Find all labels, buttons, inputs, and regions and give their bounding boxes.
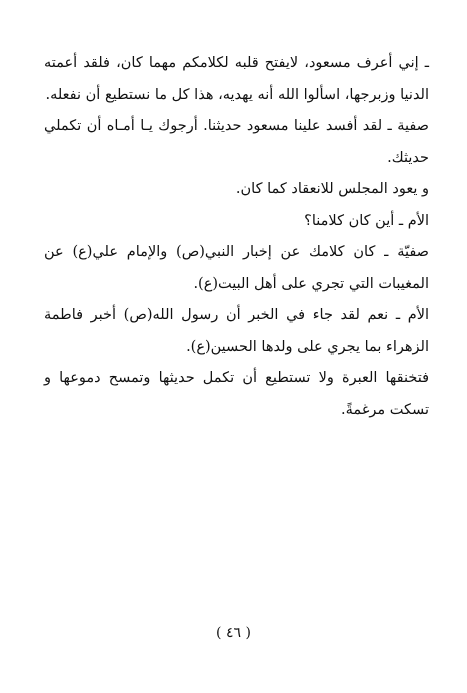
paragraph-narration-gathering: و يعود المجلس للانعقاد كما كان.	[235, 181, 429, 197]
paragraph-narration-tears: فتخنقها العبرة ولا تستطيع أن تكمل حديثها وتمسح دموعها و تسكت مرغمةً.	[44, 370, 429, 418]
paragraph-mother-question: الأم ـ أين كان كلامنا؟	[304, 212, 429, 229]
page-number: ( ٤٦ )	[216, 625, 251, 641]
paragraph-mother-hadith: الأم ـ نعم لقد جاء في الخبر أن رسول الله(ص) أخبر فاطمة الزهراء بما يجري على ولدها الحسين(ع).	[44, 307, 429, 355]
paragraph-safiya-request: صفية ـ لقد أفسد علينا مسعود حديثنا. أرجوك يـا أمـاه أن تكملي حديثك.	[44, 118, 429, 166]
paragraph-safiya-answer: صفيّة ـ كان كلامك عن إخبار النبي(ص) والإمام علي(ع) عن المغيبات التي تجري على أهل البيت(ع).	[44, 244, 429, 292]
body-text	[44, 48, 429, 426]
paragraph-mother-speech: ـ إني أعرف مسعود، لايفتح قلبه لكلامكم مهما كان، فلقد أعمته الدنيا وزبرجها، اسألوا الله أنه يهديه، هذا كل ما نستطيع أن نفعله.	[44, 55, 429, 103]
